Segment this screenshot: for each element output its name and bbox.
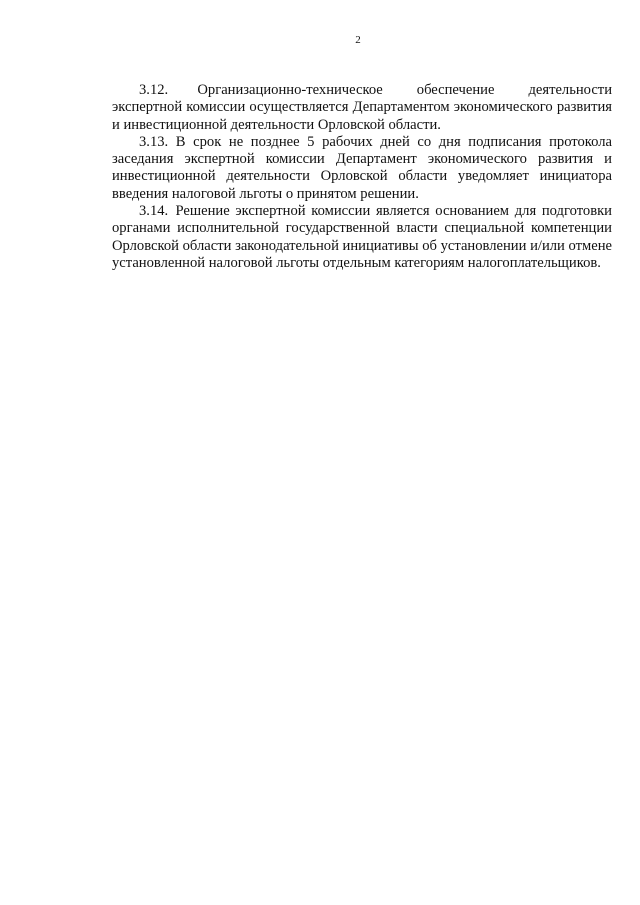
page-number: 2 [355, 34, 361, 46]
paragraph-number: 3.12. [139, 82, 169, 98]
paragraph-text: Решение экспертной комиссии является основанием для подготовки органами исполнительной государственной власти специальной компетенции Орловской области законодательной инициативы об установлении и/или отмене установленной налоговой льготы отдельным категориям налогоплательщиков. [112, 203, 612, 271]
paragraph-3-12 [112, 82, 612, 134]
paragraph-text: Организационно-техническое обеспечение деятельности экспертной комиссии осуществляется Департаментом экономического развития и инвестиционной деятельности Орловской области. [112, 82, 612, 133]
paragraph-3-13 [112, 134, 612, 203]
paragraph-3-14 [112, 203, 612, 272]
paragraph-number: 3.14. [139, 203, 169, 220]
paragraph-number: 3.13. [139, 133, 169, 150]
document-body [112, 82, 612, 272]
paragraph-text: В срок не позднее 5 рабочих дней со дня подписания протокола заседания экспертной комиссии Департамент экономического развития и инвестиционной деятельности Орловской области уведомляет инициатора введения налоговой льготы о принятом решении. [112, 133, 612, 202]
